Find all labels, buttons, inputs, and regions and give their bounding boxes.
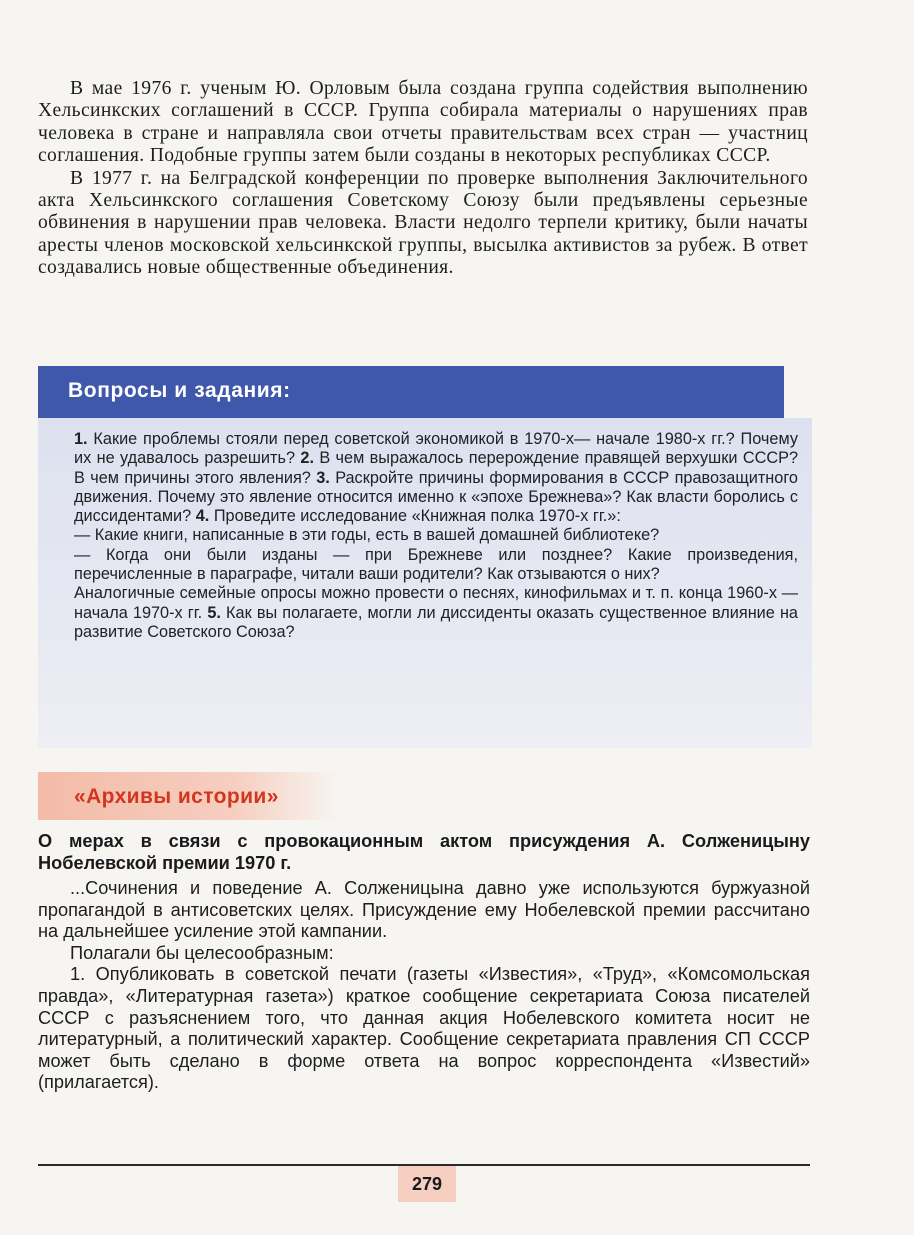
intro-paragraph: В мае 1976 г. ученым Ю. Орловым была создана группа содействия выполнению Хельсинкских соглашений в СССР. Группа собирала материалы о нарушениях прав человека в стране и направляла свои отчеты правительствам всех стран — участниц соглашения. Подобные группы затем были созданы в некоторых республиках СССР. bbox=[38, 78, 808, 167]
question-text: Проведите исследование «Книжная полка 1970-х гг.»: bbox=[213, 507, 621, 526]
question-number: 2. bbox=[300, 449, 314, 468]
question-text: Какие проблемы стояли перед советской экономикой в 1970-х— начале 1980-х гг.? Почему их не удавалось разрешить? bbox=[74, 430, 798, 468]
questions-header-title: Вопросы и задания: bbox=[68, 379, 291, 402]
question-text: Раскройте причины формирования в СССР правозащитного движения. Почему это явление относится именно к «эпохе Брежнева»? Как власти боролись с диссидентами? bbox=[74, 468, 798, 526]
question-note: Аналогичные семейные опросы можно провести о песнях, кинофильмах и т. п. конца 1960-х — начала 1970-х гг. bbox=[74, 584, 798, 622]
questions-header bbox=[38, 366, 784, 418]
page-number: 279 bbox=[398, 1166, 456, 1202]
question-text: В чем выражалось перерождение правящей верхушки СССР? В чем причины этого явления? bbox=[74, 449, 799, 487]
questions-paragraph bbox=[74, 430, 798, 526]
intro-text bbox=[38, 78, 808, 280]
document-title: О мерах в связи с провокационным актом присуждения А. Солженицыну Нобелевской премии 1970 г. bbox=[38, 831, 810, 873]
intro-paragraph: В 1977 г. на Белградской конференции по проверке выполнения Заключительного акта Хельсинкского соглашения Советскому Союзу были предъявлены серьезные обвинения в нарушении прав человека. Власти недолго терпели критику, были начаты аресты членов московской хельсинкской группы, высылка активистов за рубеж. В ответ создавались новые общественные объединения. bbox=[38, 167, 808, 279]
question-number: 1. bbox=[74, 430, 88, 448]
question-subitem: — Когда они были изданы — при Брежневе или позднее? Какие произведения, перечисленные в параграфе, читали ваши родители? Как отзываются о них? bbox=[74, 545, 798, 584]
questions-list bbox=[74, 430, 798, 642]
question-number: 5. bbox=[207, 603, 221, 622]
question-text: Как вы полагаете, могли ли диссиденты оказать существенное влияние на развитие Советского Союза? bbox=[74, 603, 798, 641]
document-body bbox=[38, 878, 810, 1094]
question-number: 3. bbox=[316, 468, 330, 487]
question-subitem: — Какие книги, написанные в эти годы, есть в вашей домашней библиотеке? bbox=[74, 526, 660, 545]
document-paragraph: Полагали бы целесообразным: bbox=[70, 942, 334, 963]
archives-header bbox=[38, 772, 338, 820]
archives-header-title: «Архивы истории» bbox=[74, 785, 279, 808]
document-paragraph: ...Сочинения и поведение А. Солженицына давно уже используются буржуазной пропагандой в антисоветских целях. Присуждение ему Нобелевской премии рассчитано на дальнейшее усиление этой кампании. bbox=[38, 878, 810, 942]
question-number: 4. bbox=[195, 507, 210, 526]
document-paragraph: 1. Опубликовать в советской печати (газеты «Известия», «Труд», «Комсомольская правда», «Литературная газета») краткое сообщение секретариата Союза писателей СССР с разъяснением того, что данная акция Нобелевского комитета носит не литературный, а политический характер. Сообщение секретариата правления СП СССР может быть сделано в форме ответа на вопрос корреспондента «Известий» (прилагается). bbox=[38, 964, 810, 1093]
questions-paragraph bbox=[74, 584, 798, 642]
